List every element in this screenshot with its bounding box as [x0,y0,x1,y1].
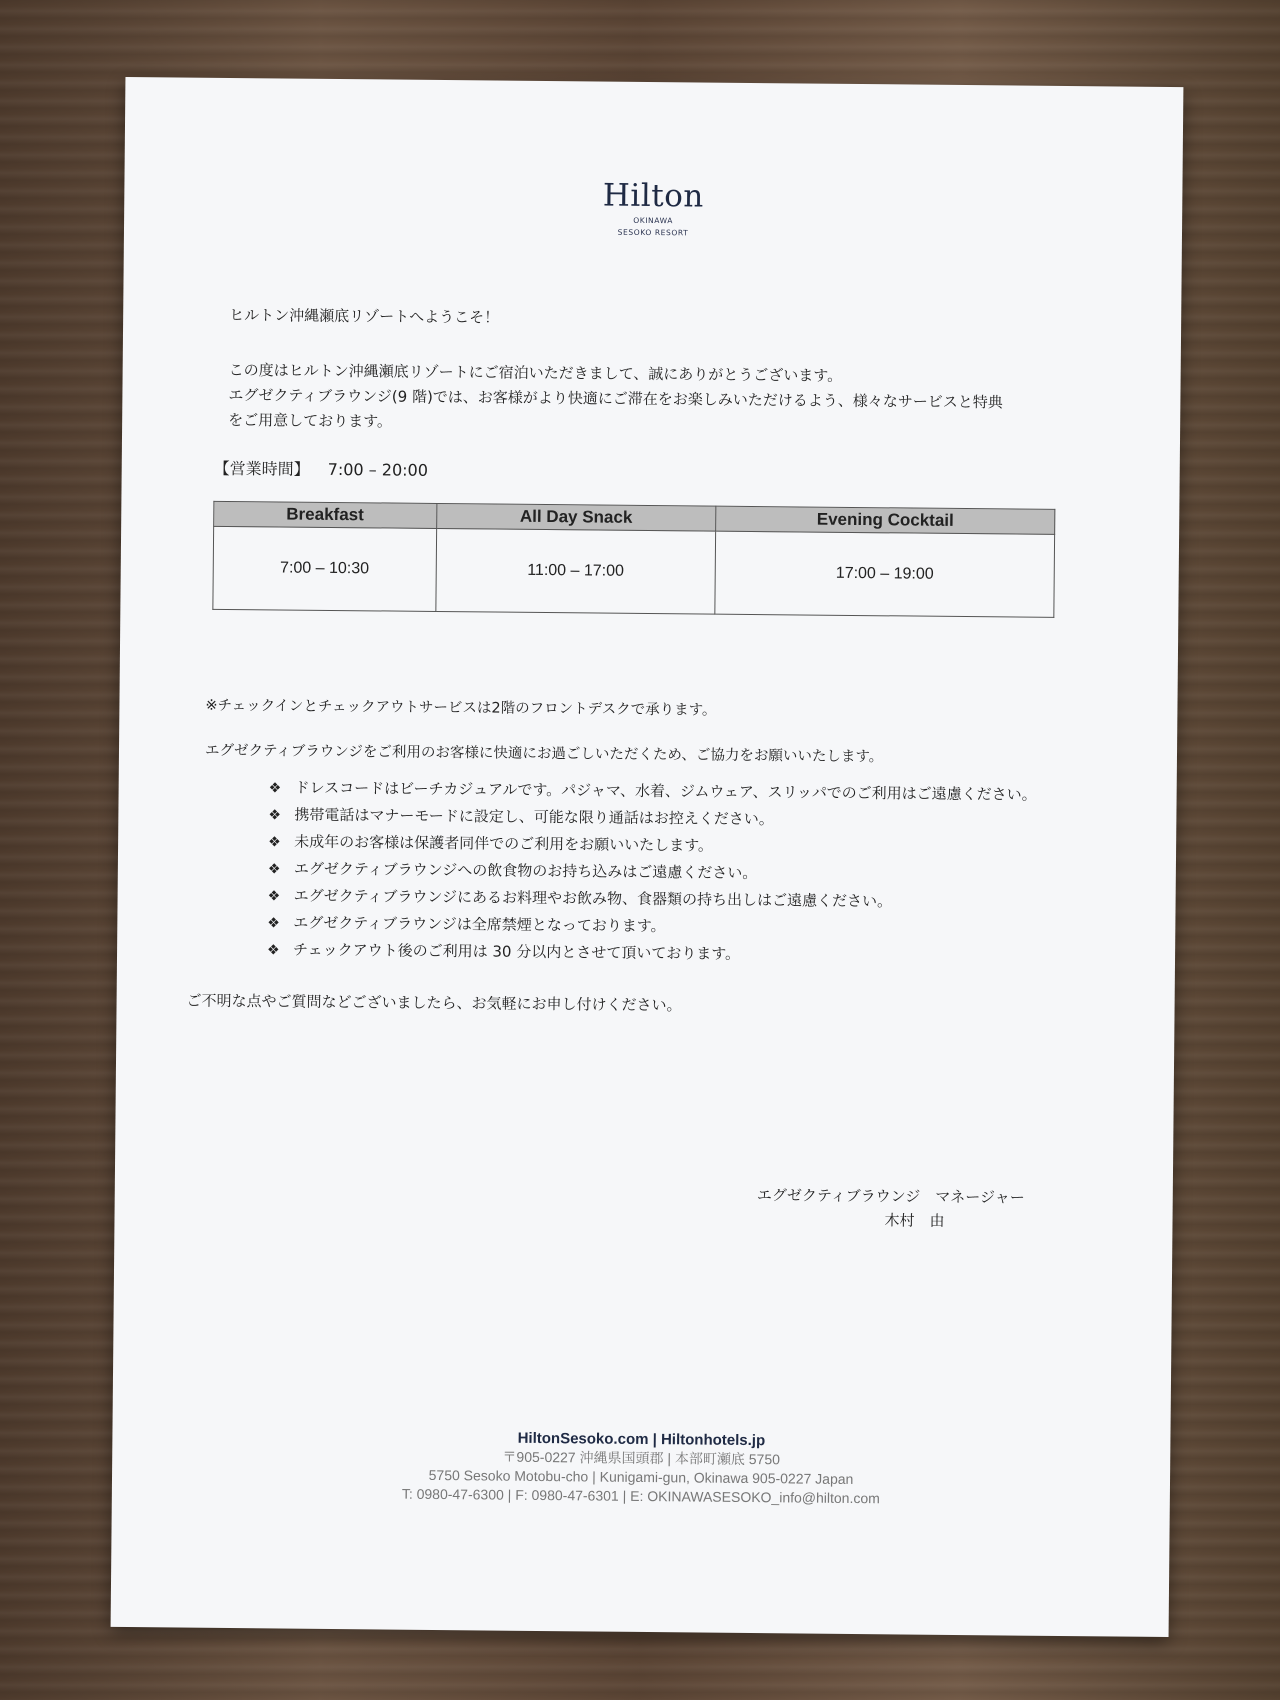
intro-line-2: エグゼクティブラウンジ(9 階)では、お客様がより快適にご滞在をお楽しみいただけるよう、様々なサービスと特典 [228,385,1003,412]
diamond-bullet-icon: ❖ [268,807,282,824]
hilton-logo [124,173,1183,243]
intro-paragraph [228,358,1003,440]
header-breakfast: Breakfast [214,501,437,528]
list-item: ❖ 携帯電話はマナーモードに設定し、可能な限り通話はお控えください。 [268,801,1036,835]
hours-label: 【営業時間】 [213,458,310,479]
diamond-bullet-icon: ❖ [267,861,281,878]
diamond-bullet-icon: ❖ [267,942,280,959]
diamond-bullet-icon: ❖ [268,780,282,797]
list-item: ❖ エグゼクティブラウンジへの飲食物のお持ち込みはご遠慮ください。 [268,855,1036,889]
diamond-bullet-icon: ❖ [268,834,281,851]
table-row [213,526,1055,617]
checkin-note: ※チェックインとチェックアウトサービスは2階のフロントデスクで承ります。 [205,697,717,719]
service-schedule-table [212,501,1055,618]
closing-remark: ご不明な点やご質問などございましたら、お気軽にお申し付けください。 [186,991,682,1015]
time-all-day-snack: 11:00 – 17:00 [435,528,715,614]
logo-line-1: OKINAWA [633,215,673,226]
greeting: ヒルトン沖縄瀬底リゾートへようこそ！ [229,305,500,327]
hours-value: 7:00 – 20:00 [327,459,429,480]
time-evening-cocktail: 17:00 – 19:00 [715,531,1055,617]
signature-title: エグゼクティブラウンジ マネージャー [756,1186,1025,1207]
header-all-day-snack: All Day Snack [436,503,716,531]
footer-contact: T: 0980-47-6300 | F: 0980-47-6301 | E: OKINAWASESOKO_info@hilton.com [401,1485,880,1507]
header-evening-cocktail: Evening Cocktail [716,506,1055,534]
diamond-bullet-icon: ❖ [267,915,280,932]
diamond-bullet-icon: ❖ [267,888,281,905]
footer-websites: HiltonSesoko.com | Hiltonhotels.jp [517,1429,766,1450]
cooperation-request: エグゼクティブラウンジをご利用のお客様に快適にお過ごしいただくため、ご協力をお願いいたします。 [204,742,884,766]
list-item: ❖ チェックアウト後のご利用は 30 分以内とさせて頂いております。 [267,936,1035,970]
signature-name: 木村 由 [884,1211,945,1230]
list-item: ❖ エグゼクティブラウンジにあるお料理やお飲み物、食器類の持ち出しはご遠慮ください。 [267,882,1035,916]
footer [112,1425,1171,1511]
letter-paper [111,77,1184,1637]
footer-address-en: 5750 Sesoko Motobu-cho | Kunigami-gun, Okinawa 905-0227 Japan [428,1466,854,1488]
time-breakfast: 7:00 – 10:30 [213,526,436,611]
list-item: ❖ エグゼクティブラウンジは全席禁煙となっております。 [267,909,1035,943]
list-item: ❖ ドレスコードはビーチカジュアルです。パジャマ、水着、ジムウェア、スリッパでのご利用はご遠慮ください。 [269,774,1037,808]
business-hours [214,456,428,481]
signature-block [757,1183,1025,1234]
footer-address-jp: 〒905-0227 沖縄県国頭郡 | 本部町瀬底 5750 [502,1448,781,1468]
logo-brand: Hilton [602,177,704,215]
logo-line-2: SESOKO RESORT [617,227,689,238]
intro-line-1: この度はヒルトン沖縄瀬底リゾートにご宿泊いただきまして、誠にありがとうございます。 [228,360,843,385]
list-item: ❖ 未成年のお客様は保護者同伴でのご利用をお願いいたします。 [268,828,1036,862]
intro-line-3: をご用意しております。 [228,410,393,431]
lounge-rules-list [267,774,1037,970]
